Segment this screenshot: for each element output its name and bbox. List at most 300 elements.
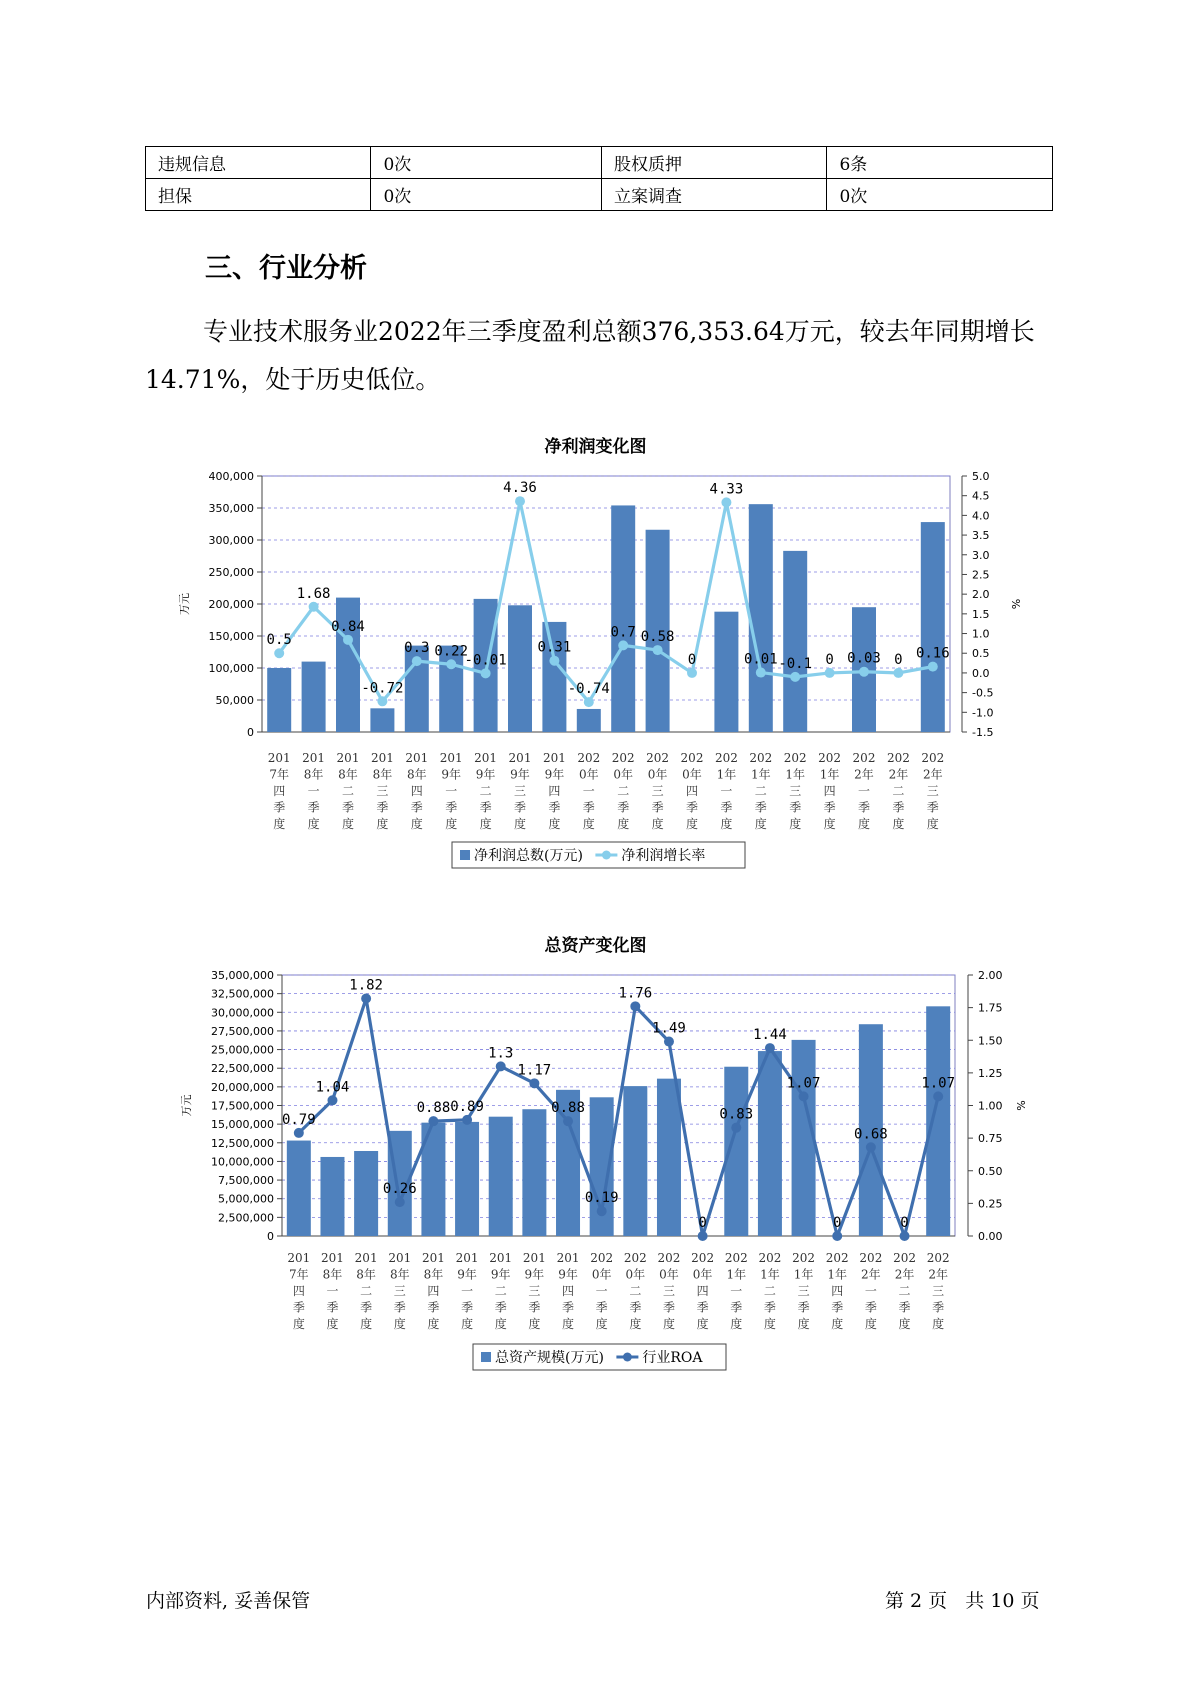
left-tick-label: 17,500,000	[211, 1099, 274, 1113]
right-axis-label: %	[1014, 1100, 1027, 1111]
left-tick-label: 22,500,000	[211, 1062, 274, 1076]
line-point	[428, 1116, 438, 1126]
line-point	[630, 1001, 640, 1011]
right-tick-label: 1.25	[978, 1066, 1003, 1080]
legend-bar-swatch	[481, 1352, 491, 1362]
category-label-line: 度	[629, 1317, 642, 1331]
category-label	[523, 1251, 546, 1331]
line-point	[343, 635, 353, 645]
bar	[267, 668, 291, 732]
category-label-line: 1年	[785, 767, 806, 782]
category-label	[658, 1251, 681, 1331]
line-point	[294, 1128, 304, 1138]
category-label-line: 季	[292, 1300, 305, 1315]
category-label-line: 2年	[888, 767, 909, 782]
category-label-line: 三	[789, 784, 802, 798]
category-label-line: 201	[267, 751, 291, 765]
category-label-line: 202	[611, 751, 635, 765]
category-label-line: 度	[528, 1317, 541, 1331]
data-label: 0.89	[450, 1098, 484, 1115]
category-label	[355, 1251, 378, 1331]
category-label-line: 9年	[457, 1267, 477, 1282]
category-label	[691, 1251, 714, 1331]
category-label-line: 季	[823, 800, 836, 815]
category-label	[557, 1251, 580, 1331]
right-tick-label: 4.5	[972, 489, 990, 503]
data-label: 1.44	[753, 1027, 787, 1044]
left-tick-label: 100,000	[208, 662, 254, 675]
category-label-line: 四	[548, 784, 561, 798]
line-point	[274, 648, 284, 658]
category-label-line: 8年	[406, 767, 427, 782]
line-point	[309, 602, 319, 612]
category-label	[624, 1251, 647, 1331]
right-tick-label: 3.5	[972, 529, 990, 543]
left-tick-label: 250,000	[208, 566, 254, 579]
data-label: 1.3	[488, 1045, 514, 1062]
category-label-line: 二	[763, 1284, 776, 1298]
category-label-line: 四	[831, 1284, 844, 1298]
category-label-line: 季	[410, 800, 423, 815]
data-label: 0.7	[610, 624, 636, 641]
left-tick-label: 20,000,000	[211, 1080, 274, 1094]
category-label-line: 三	[376, 784, 389, 798]
category-label-line: 季	[754, 800, 767, 815]
category-label-line: 度	[445, 817, 458, 831]
category-label-line: 1年	[793, 1267, 814, 1282]
body-paragraph: 专业技术服务业2022年三季度盈利总额376,353.64万元，较去年同期增长14.71%，处于历史低位。	[145, 317, 1035, 394]
line-point	[412, 656, 422, 666]
category-label-line: 四	[685, 784, 699, 798]
category-label-line: 201	[321, 1251, 344, 1265]
line-point	[618, 640, 628, 650]
legend-bar-label: 总资产规模(万元)	[495, 1350, 604, 1366]
category-label-line: 9年	[544, 767, 565, 782]
data-label: 0.88	[551, 1100, 585, 1117]
bar	[489, 1117, 513, 1236]
data-label: 4.33	[709, 481, 744, 498]
category-label-line: 度	[595, 1317, 608, 1331]
category-label-line: 度	[926, 817, 939, 831]
category-label-line: 一	[857, 784, 871, 798]
line-point	[731, 1123, 741, 1133]
category-label-line: 度	[562, 1317, 575, 1331]
category-label-line: 四	[410, 784, 423, 798]
left-tick-label: 200,000	[208, 598, 254, 611]
bar	[455, 1122, 479, 1236]
bar	[783, 551, 807, 732]
line-point	[859, 667, 869, 677]
category-label-line: 度	[892, 817, 905, 831]
category-label-line: 度	[582, 817, 595, 831]
category-label-line: 9年	[524, 1267, 545, 1282]
category-label-line: 季	[629, 1300, 642, 1315]
line-point	[361, 993, 371, 1003]
category-label-line: 二	[754, 784, 767, 798]
category-label-line: 季	[696, 1300, 709, 1315]
category-label-line: 一	[461, 1284, 474, 1298]
category-label-line: 二	[341, 784, 355, 798]
category-label-line: 二	[494, 1284, 507, 1298]
legend-line-label: 净利润增长率	[621, 848, 706, 864]
category-label-line: 201	[287, 1251, 311, 1265]
category-label-line: 度	[341, 817, 355, 831]
right-tick-label: 0.00	[978, 1230, 1003, 1243]
category-label-line: 202	[680, 751, 704, 765]
right-tick-label: 0.5	[972, 647, 990, 661]
left-tick-label: 300,000	[208, 534, 254, 547]
data-label: 0.83	[719, 1106, 754, 1123]
line-point	[866, 1142, 876, 1152]
category-label-line: 三	[393, 1284, 406, 1298]
category-label-line: 201	[556, 1251, 580, 1265]
right-tick-label: 1.75	[978, 1001, 1003, 1015]
line-point	[496, 1061, 506, 1071]
left-axis-label: 万元	[178, 593, 191, 615]
left-tick-label: 350,000	[208, 502, 254, 515]
category-label-line: 二	[892, 784, 905, 798]
category-label-line: 四	[696, 1284, 709, 1298]
category-label-line: 季	[763, 1300, 776, 1315]
data-label: 0.79	[281, 1111, 316, 1128]
data-label: 0	[698, 1215, 707, 1231]
category-label	[646, 751, 669, 831]
line-point	[597, 1206, 607, 1216]
data-label: 0	[833, 1215, 842, 1231]
bar	[926, 1006, 950, 1236]
category-label-line: 度	[494, 1317, 507, 1331]
data-label: 0	[687, 651, 697, 668]
right-tick-label: 2.00	[978, 969, 1003, 982]
section-title: 三、行业分析	[205, 253, 367, 284]
category-label-line: 度	[754, 817, 767, 831]
data-label: 0.31	[537, 639, 572, 656]
category-label-line: 202	[852, 751, 876, 765]
right-tick-label: 0.50	[978, 1164, 1003, 1178]
category-label	[337, 751, 360, 831]
bar	[320, 1157, 344, 1236]
right-tick-label: 1.0	[972, 627, 990, 641]
category-label-line: 四	[823, 784, 836, 798]
category-label-line: 202	[724, 1251, 748, 1265]
bar	[336, 598, 360, 732]
category-label-line: 三	[528, 1284, 541, 1298]
category-label-line: 二	[479, 784, 492, 798]
category-label-line: 1年	[760, 1267, 780, 1282]
category-label	[302, 751, 325, 831]
right-tick-label: 0.0	[972, 666, 990, 680]
data-label: 0.88	[416, 1100, 451, 1117]
category-label-line: 三	[926, 784, 939, 798]
category-label-line: 7年	[289, 1267, 309, 1282]
right-tick-label: -1.0	[972, 706, 994, 720]
line-point	[563, 1116, 573, 1126]
category-label-line: 度	[730, 1317, 743, 1331]
category-label-line: 201	[522, 1251, 546, 1265]
category-label-line: 季	[494, 1300, 507, 1315]
category-label	[921, 751, 944, 831]
line-point	[765, 1043, 775, 1053]
category-label-line: 季	[720, 800, 733, 815]
category-label-line: 202	[623, 1251, 647, 1265]
category-label-line: 8年	[303, 767, 324, 782]
category-label-line: 季	[651, 800, 664, 815]
category-label-line: 度	[831, 1317, 844, 1331]
table-cell: 立案调查	[601, 179, 826, 211]
left-tick-label: 7,500,000	[218, 1174, 274, 1188]
category-label-line: 7年	[269, 767, 290, 782]
category-label-line: 季	[479, 800, 492, 815]
bar	[714, 612, 738, 732]
category-label-line: 一	[326, 1284, 339, 1298]
category-label	[440, 751, 463, 831]
category-label	[749, 751, 772, 831]
category-label-line: 三	[651, 784, 664, 798]
category-label-line: 度	[763, 1317, 776, 1331]
category-label-line: 201	[302, 751, 326, 765]
category-label-line: 202	[758, 1251, 782, 1265]
category-label-line: 202	[783, 751, 807, 765]
chart-title-total-assets: 总资产变化图	[544, 936, 647, 956]
category-label-line: 202	[893, 1251, 916, 1265]
category-label	[388, 1251, 411, 1331]
category-label-line: 度	[410, 817, 423, 831]
left-tick-label: 25,000,000	[211, 1043, 274, 1057]
right-tick-label: -1.5	[972, 726, 994, 739]
right-tick-label: 0.25	[978, 1197, 1003, 1211]
category-label-line: 季	[926, 800, 939, 815]
category-label-line: 季	[932, 1300, 945, 1315]
data-label: 0	[894, 651, 903, 668]
category-label-line: 季	[662, 1300, 675, 1315]
category-label-line: 9年	[490, 1267, 511, 1282]
category-label	[268, 751, 291, 831]
bar	[542, 622, 566, 732]
category-label-line: 三	[932, 1284, 945, 1298]
category-label-line: 9年	[475, 767, 496, 782]
category-label-line: 201	[439, 751, 463, 765]
category-label-line: 201	[489, 1251, 513, 1265]
category-label-line: 四	[427, 1284, 440, 1298]
category-label-line: 8年	[423, 1267, 444, 1282]
category-label-line: 一	[445, 784, 458, 798]
category-label	[681, 751, 704, 831]
right-tick-label: 2.5	[972, 568, 990, 582]
category-label-line: 季	[528, 1300, 541, 1315]
data-label: 1.76	[618, 985, 653, 1002]
series-line	[279, 501, 933, 702]
category-label-line: 度	[720, 817, 733, 831]
category-label-line: 8年	[356, 1267, 376, 1282]
line-point	[377, 696, 387, 706]
net-profit-chart	[0, 466, 1191, 906]
category-label	[422, 1251, 445, 1331]
category-label-line: 季	[393, 1300, 406, 1315]
category-label-line: 季	[789, 800, 802, 815]
category-label-line: 202	[818, 751, 842, 765]
category-label-line: 202	[921, 751, 945, 765]
bar	[302, 662, 326, 732]
table-cell: 6条	[827, 147, 1053, 179]
right-tick-label: 2.0	[972, 588, 990, 602]
bar	[657, 1079, 681, 1236]
category-label-line: 季	[617, 800, 630, 815]
category-label	[792, 1251, 815, 1331]
category-label	[715, 751, 738, 831]
category-label-line: 季	[548, 800, 561, 815]
category-label	[612, 751, 635, 831]
category-label-line: 度	[273, 817, 286, 831]
category-label-line: 季	[513, 800, 527, 815]
category-label-line: 1年	[716, 767, 737, 782]
category-label-line: 二	[617, 784, 630, 798]
data-label: 1.82	[349, 977, 383, 994]
bar	[577, 709, 601, 732]
left-tick-label: 32,500,000	[211, 987, 274, 1001]
category-label-line: 202	[886, 751, 910, 765]
left-tick-label: 2,500,000	[218, 1211, 274, 1225]
bar	[354, 1151, 378, 1236]
table-cell: 0次	[371, 179, 602, 211]
legend-bar-swatch	[460, 850, 470, 860]
category-label-line: 0年	[578, 767, 599, 782]
left-tick-label: 5,000,000	[218, 1192, 274, 1206]
bar	[758, 1051, 782, 1236]
category-label-line: 季	[892, 800, 905, 815]
category-label-line: 一	[582, 784, 595, 798]
category-label-line: 度	[797, 1317, 810, 1331]
category-label-line: 202	[926, 1251, 950, 1265]
right-tick-label: 1.50	[978, 1034, 1003, 1048]
category-label-line: 四	[273, 784, 286, 798]
category-label-line: 季	[326, 1300, 339, 1315]
line-point	[481, 668, 491, 678]
category-label-line: 2年	[928, 1267, 948, 1282]
left-tick-label: 50,000	[215, 694, 254, 707]
category-label-line: 1年	[827, 1267, 848, 1282]
line-point	[825, 668, 835, 678]
category-label-line: 2年	[854, 767, 874, 782]
category-label-line: 0年	[647, 767, 668, 782]
bar	[508, 605, 532, 732]
category-label-line: 202	[749, 751, 773, 765]
line-point	[928, 662, 938, 672]
category-label-line: 三	[797, 1284, 810, 1298]
bar	[749, 504, 773, 732]
left-tick-label: 15,000,000	[211, 1118, 274, 1132]
category-label-line: 度	[932, 1317, 945, 1331]
data-label: 0.84	[331, 618, 365, 635]
category-label-line: 0年	[613, 767, 634, 782]
bar	[921, 522, 945, 732]
category-label-line: 度	[696, 1317, 709, 1331]
data-label: 0.68	[854, 1126, 888, 1143]
category-label	[543, 751, 566, 831]
category-label-line: 一	[720, 784, 733, 798]
category-label-line: 202	[657, 1251, 681, 1265]
category-label-line: 度	[617, 817, 630, 831]
line-point	[395, 1197, 405, 1207]
category-label-line: 三	[662, 1284, 675, 1298]
category-label-line: 度	[651, 817, 664, 831]
table-cell: 违规信息	[146, 147, 371, 179]
category-label-line: 二	[629, 1284, 642, 1298]
category-label-line: 0年	[692, 1267, 713, 1282]
left-tick-label: 35,000,000	[211, 969, 274, 982]
category-label-line: 度	[823, 817, 836, 831]
category-label-line: 1年	[819, 767, 840, 782]
table-row	[146, 179, 1053, 211]
category-label	[371, 751, 394, 831]
table-row	[146, 147, 1053, 179]
category-label-line: 202	[691, 1251, 715, 1265]
category-label	[489, 1251, 512, 1331]
category-label-line: 2年	[922, 767, 943, 782]
category-label-line: 度	[326, 1317, 339, 1331]
data-label: 0.19	[584, 1190, 619, 1207]
data-label: 0.01	[743, 651, 778, 668]
data-label: 4.36	[503, 480, 537, 497]
category-label-line: 8年	[338, 767, 358, 782]
table-cell: 担保	[146, 179, 371, 211]
data-label: -0.74	[567, 681, 610, 698]
category-label-line: 二	[360, 1284, 373, 1298]
data-label: -0.72	[361, 680, 404, 697]
category-label-line: 202	[577, 751, 601, 765]
data-label: 0.58	[640, 629, 675, 646]
category-label-line: 0年	[659, 1267, 679, 1282]
bar	[611, 505, 635, 732]
right-tick-label: 4.0	[972, 509, 990, 523]
line-point	[756, 668, 766, 678]
category-label-line: 9年	[510, 767, 530, 782]
right-tick-label: 1.00	[978, 1099, 1003, 1113]
data-label: 1.04	[315, 1079, 350, 1096]
data-label: 1.07	[921, 1075, 956, 1092]
category-label	[725, 1251, 748, 1331]
bar	[287, 1141, 311, 1236]
left-axis-label: 万元	[180, 1094, 193, 1117]
category-label-line: 季	[445, 800, 458, 815]
data-label: 1.68	[296, 585, 331, 602]
category-label	[321, 1251, 344, 1331]
legend-line-marker	[623, 1353, 632, 1362]
category-label-line: 四	[562, 1284, 575, 1298]
category-label	[927, 1251, 950, 1331]
category-label-line: 度	[857, 817, 871, 831]
category-label-line: 二	[898, 1284, 911, 1298]
category-label-line: 三	[513, 784, 527, 798]
left-tick-label: 12,500,000	[211, 1136, 274, 1150]
left-tick-label: 150,000	[208, 630, 254, 643]
category-label-line: 201	[388, 1251, 412, 1265]
right-tick-label: -0.5	[972, 686, 994, 700]
category-label	[758, 1251, 781, 1331]
category-label-line: 8年	[322, 1267, 343, 1282]
right-tick-label: 3.0	[972, 548, 990, 562]
category-label-line: 8年	[389, 1267, 410, 1282]
category-label-line: 201	[405, 751, 429, 765]
category-label-line: 201	[542, 751, 566, 765]
category-label-line: 度	[864, 1317, 877, 1331]
category-label	[590, 1251, 613, 1331]
line-point	[687, 668, 697, 678]
line-point	[653, 645, 663, 655]
category-label-line: 度	[292, 1317, 305, 1331]
category-label-line: 一	[864, 1284, 877, 1298]
data-label: 0.3	[404, 640, 430, 657]
line-point	[664, 1037, 674, 1047]
